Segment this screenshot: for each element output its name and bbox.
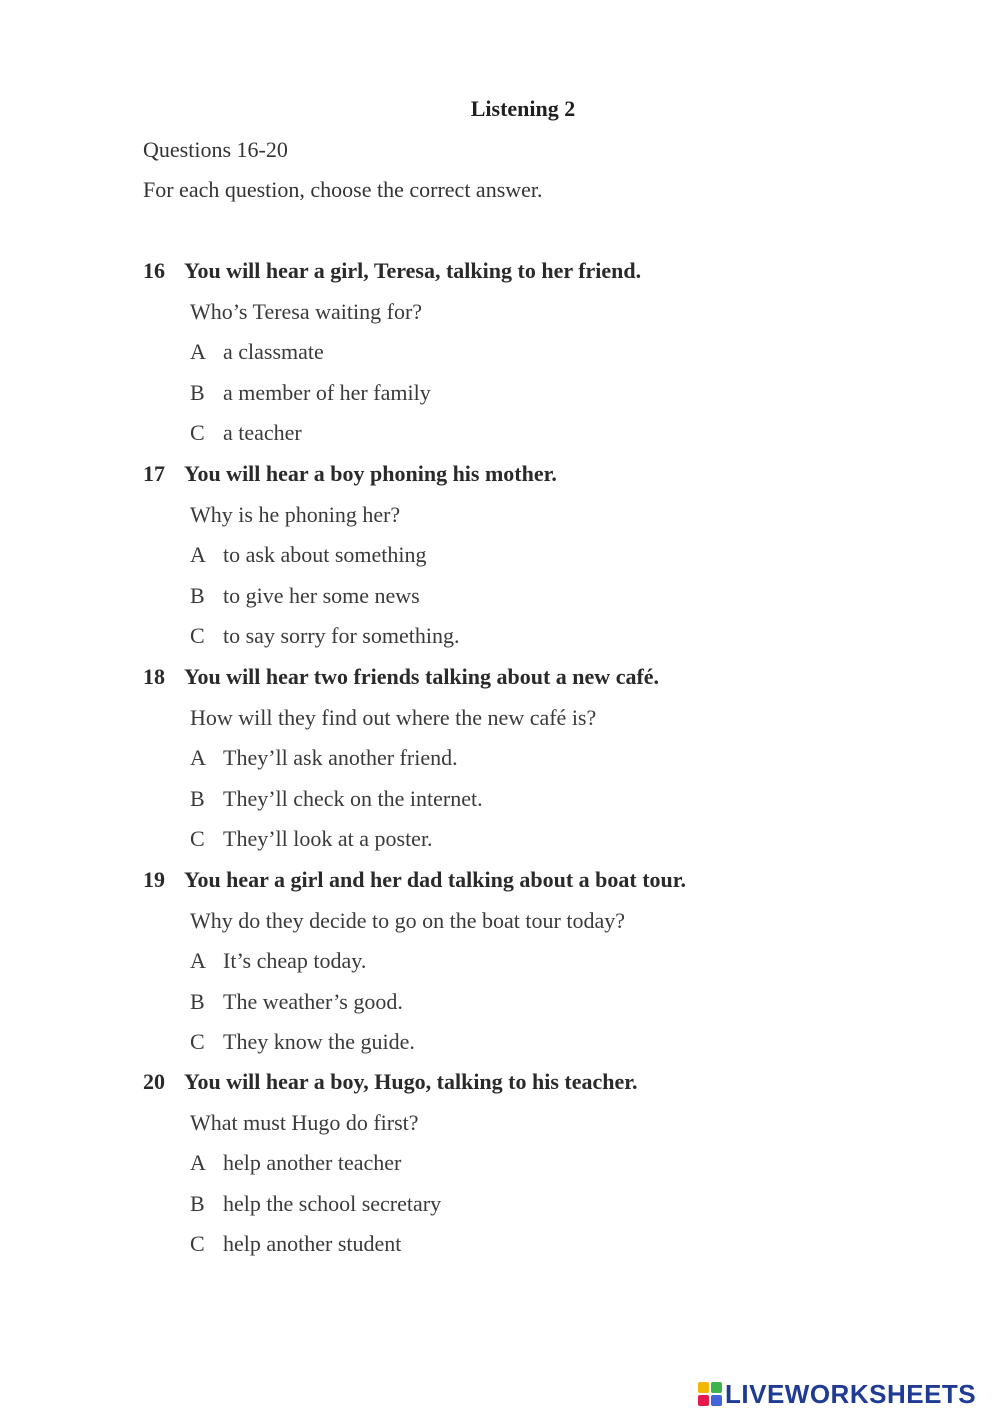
option-letter: C <box>190 623 205 648</box>
option-letter: A <box>190 1150 206 1175</box>
option-text: a classmate <box>223 339 324 364</box>
option-a[interactable] <box>143 743 943 784</box>
option-letter: A <box>190 339 206 364</box>
prompt-text: You will hear a girl, Teresa, talking to her friend. <box>184 258 642 283</box>
option-text: It’s cheap today. <box>223 948 367 973</box>
question-number: 18 <box>143 664 165 689</box>
question-prompt <box>143 459 943 500</box>
question-18 <box>143 662 943 865</box>
option-a[interactable] <box>143 540 943 581</box>
option-text: They’ll check on the internet. <box>223 785 483 811</box>
option-letter: A <box>190 542 206 567</box>
option-text: help another teacher <box>223 1150 402 1175</box>
page-title: Listening 2 <box>470 96 576 121</box>
option-letter: B <box>190 379 205 405</box>
option-letter: B <box>190 1190 205 1216</box>
option-letter: A <box>190 948 206 973</box>
option-a[interactable] <box>143 337 943 378</box>
option-letter: C <box>190 1231 205 1256</box>
option-letter: B <box>190 582 205 608</box>
questions-range: Questions 16-20 <box>143 137 288 162</box>
option-text: a member of her family <box>223 379 431 405</box>
option-c[interactable] <box>143 1027 943 1068</box>
question-text: Why do they decide to go on the boat tour today? <box>190 907 625 933</box>
question-text: What must Hugo do first? <box>190 1109 419 1135</box>
option-b[interactable] <box>143 378 943 419</box>
option-letter: B <box>190 988 205 1014</box>
question-prompt <box>143 256 943 297</box>
option-text: help the school secretary <box>223 1190 442 1216</box>
question-prompt <box>143 1067 943 1108</box>
option-text: to ask about something <box>223 542 427 567</box>
question-prompt <box>143 865 943 906</box>
prompt-text: You hear a girl and her dad talking about a boat tour. <box>184 867 687 892</box>
instructions: For each question, choose the correct answer. <box>143 177 543 202</box>
logo-mark-cell <box>698 1395 709 1406</box>
option-letter: C <box>190 1029 205 1054</box>
option-text: The weather’s good. <box>223 988 403 1014</box>
prompt-text: You will hear a boy phoning his mother. <box>184 461 557 486</box>
option-c[interactable] <box>143 1229 943 1270</box>
question-number: 19 <box>143 867 165 892</box>
question-16 <box>143 256 943 459</box>
question-17 <box>143 459 943 662</box>
prompt-text: You will hear a boy, Hugo, talking to his teacher. <box>184 1069 638 1094</box>
option-c[interactable] <box>143 418 943 459</box>
logo-text: LIVEWORKSHEETS <box>725 1379 977 1409</box>
liveworksheets-logo <box>698 1379 976 1409</box>
option-text: They’ll ask another friend. <box>223 745 458 770</box>
option-a[interactable] <box>143 1148 943 1189</box>
option-text: a teacher <box>223 420 302 445</box>
option-text: help another student <box>223 1231 402 1256</box>
option-a[interactable] <box>143 946 943 987</box>
option-c[interactable] <box>143 621 943 662</box>
question-text: Who’s Teresa waiting for? <box>190 298 423 324</box>
option-b[interactable] <box>143 1189 943 1230</box>
option-text: They know the guide. <box>223 1029 415 1054</box>
option-b[interactable] <box>143 987 943 1028</box>
logo-mark-cell <box>711 1395 722 1406</box>
option-letter: C <box>190 826 205 851</box>
option-text: to say sorry for something. <box>223 623 460 648</box>
question-prompt <box>143 662 943 703</box>
option-text: They’ll look at a poster. <box>223 826 433 851</box>
question-20 <box>143 1067 943 1270</box>
option-c[interactable] <box>143 824 943 865</box>
question-text: Why is he phoning her? <box>190 501 401 527</box>
option-letter: B <box>190 785 205 811</box>
option-b[interactable] <box>143 784 943 825</box>
prompt-text: You will hear two friends talking about a new café. <box>184 664 660 689</box>
logo-mark-icon <box>698 1382 722 1406</box>
option-text: to give her some news <box>223 582 420 608</box>
option-b[interactable] <box>143 581 943 622</box>
question-19 <box>143 865 943 1068</box>
question-text: How will they find out where the new café is? <box>190 704 597 730</box>
logo-mark-cell <box>698 1382 709 1393</box>
question-number: 20 <box>143 1069 165 1094</box>
option-letter: A <box>190 745 206 770</box>
logo-mark-cell <box>711 1382 722 1393</box>
option-letter: C <box>190 420 205 445</box>
question-number: 17 <box>143 461 165 486</box>
question-number: 16 <box>143 258 165 283</box>
